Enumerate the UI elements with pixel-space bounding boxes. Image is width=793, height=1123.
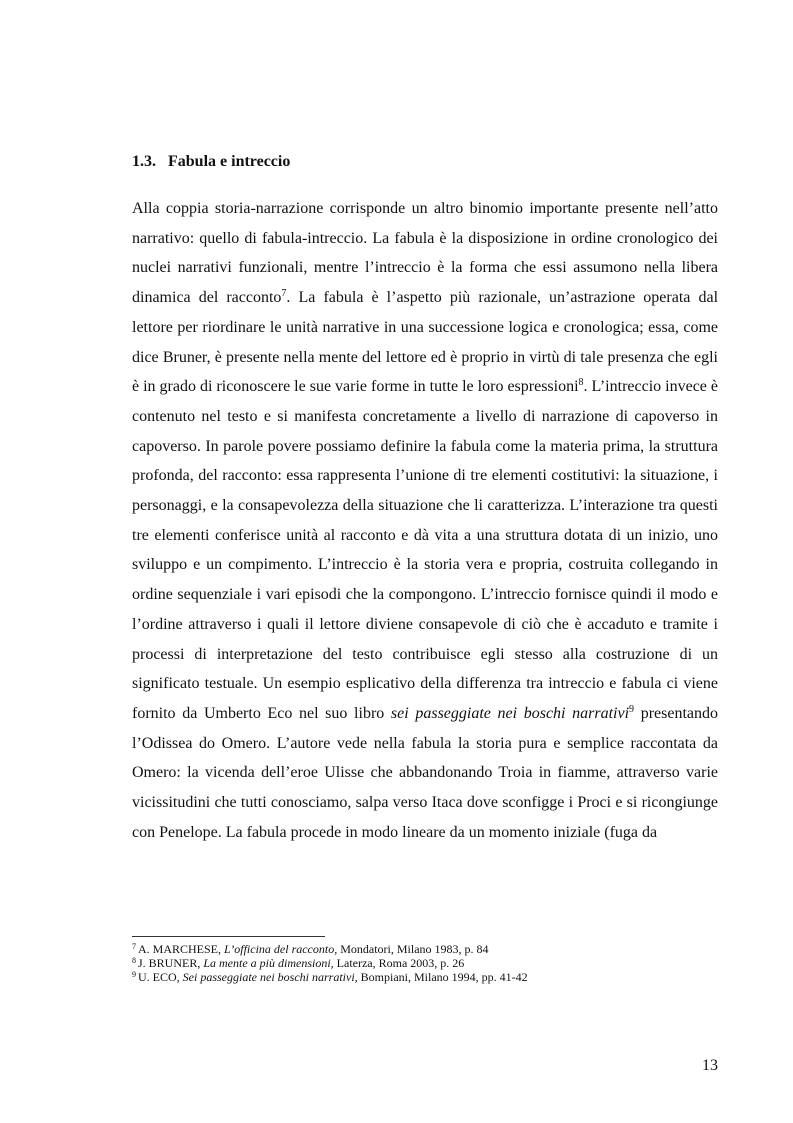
body-text-part-4: presentando l’Odissea do Omero. L’autore vede nella fabula la storia pura e semplice raccontata da Omero: la vicenda dell’eroe Ulisse che abbandonando Troia in fiamme, attraverso varie vicissitudini che tutti conosciamo, salpa verso Itaca dove sconfigge i Proci e si ricongiunge con Penelope. La fabula procede in modo lineare da un momento iniziale (fuga da xyxy=(132,704,718,841)
section-title: Fabula e intreccio xyxy=(168,153,291,170)
footnote-author: J. BRUNER, xyxy=(138,956,204,970)
body-text-part-3: . L’intreccio invece è contenuto nel testo e si manifesta concretamente a livello di narrazione di capoverso in capoverso. In parole povere possiamo definire la fabula come la materia prima, la struttura profonda, del racconto: essa rappresenta l’unione di tre elementi costitutivi: la situazione, i personaggi, e la consapevolezza della situazione che li caratterizza. L’interazione tra questi tre elementi conferisce unità al racconto e dà vita a una struttura dotata di un inizio, uno sviluppo e un compimento. L’intreccio è la storia vera e propria, costruita collegando in ordine sequenziale i vari episodi che la compongono. L’intreccio fornisce quindi il modo e l’ordine attraverso i quali il lettore diviene consapevole di ciò che è accaduto e tramite i processi di interpretazione del testo contribuisce egli stesso alla costruzione di un significato testuale. Un esempio esplicativo della differenza tra intreccio e fabula ci viene fornito da Umberto Eco nel suo libro xyxy=(132,378,719,722)
footnote-8 xyxy=(132,956,718,970)
page-number: 13 xyxy=(702,1057,718,1074)
footnote-details: Laterza, Roma 2003, p. 26 xyxy=(333,956,465,970)
body-text-part-1: Alla coppia storia-narrazione corrisponde un altro binomio importante presente nell’atto narrativo: quello di fabula-intreccio. La fabula è la disposizione in ordine cronologico dei nuclei narrativi funzionali, mentre l’intreccio è la forma che essi assumono nella libera dinamica del racconto xyxy=(132,200,718,307)
section-heading xyxy=(132,152,290,172)
footnote-number: 8 xyxy=(132,956,136,965)
footnote-title: L’officina del racconto, xyxy=(224,942,338,956)
footnotes xyxy=(132,942,718,984)
footnote-7 xyxy=(132,942,718,956)
footnote-author: U. ECO, xyxy=(138,970,183,984)
footnote-number: 9 xyxy=(132,970,136,979)
body-paragraph xyxy=(132,194,718,847)
footnote-details: Bompiani, Milano 1994, pp. 41-42 xyxy=(357,970,528,984)
footnote-number: 7 xyxy=(132,942,136,951)
book-title: sei passeggiate nei boschi narrativi xyxy=(390,704,630,722)
footnote-separator xyxy=(132,936,325,937)
footnote-reference-9[interactable]: 9 xyxy=(629,703,635,715)
footnote-title: La mente a più dimensioni, xyxy=(203,956,334,970)
footnote-title: Sei passeggiate nei boschi narrativi, xyxy=(182,970,358,984)
footnote-reference-7[interactable]: 7 xyxy=(281,288,287,300)
body-text-part-2: . La fabula è l’aspetto più razionale, un’astrazione operata dal lettore per riordinare le unità narrative in una successione logica e cronologica; essa, come dice Bruner, è presente nella mente del lettore ed è proprio in virtù di tale presenza che egli è in grado di riconoscere le sue varie forme in tutte le loro espressioni xyxy=(132,289,719,396)
footnote-reference-8[interactable]: 8 xyxy=(578,377,584,389)
footnote-author: A. MARCHESE, xyxy=(138,942,225,956)
section-number: 1.3. xyxy=(132,153,156,170)
footnote-9 xyxy=(132,970,718,984)
footnote-details: Mondatori, Milano 1983, p. 84 xyxy=(337,942,489,956)
